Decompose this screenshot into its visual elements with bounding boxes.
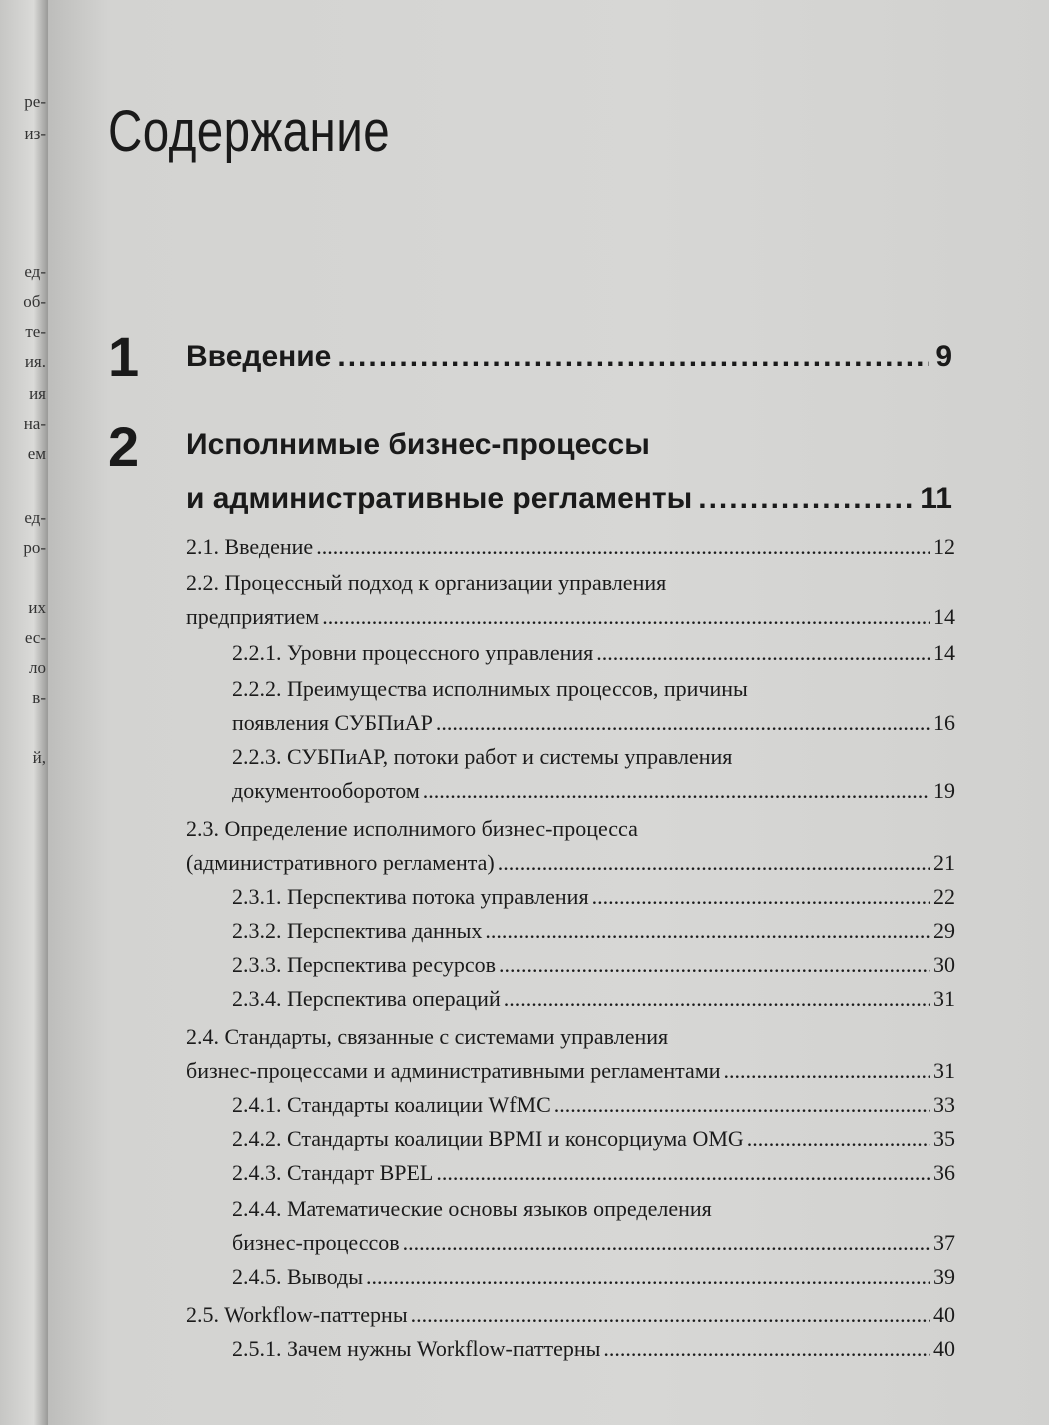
leader-dots bbox=[316, 534, 930, 560]
leader-dots bbox=[592, 884, 930, 910]
toc-entry bbox=[232, 918, 955, 944]
toc-entry bbox=[232, 640, 955, 666]
leader-dots bbox=[747, 1126, 930, 1152]
toc-page-number: 39 bbox=[933, 1264, 955, 1289]
chapter-title-line2: и административные регламенты bbox=[186, 482, 693, 515]
margin-fragment: об- bbox=[23, 292, 46, 311]
leader-dots bbox=[554, 1092, 930, 1118]
toc-entry-title: 2.3.1. Перспектива потока управления bbox=[232, 884, 589, 909]
leader-dots bbox=[411, 1302, 930, 1328]
toc-entry-title-line1: 2.2.2. Преимущества исполнимых процессов, причины bbox=[232, 676, 748, 701]
toc-page-number: 21 bbox=[933, 850, 955, 875]
toc-page-number: 16 bbox=[933, 710, 955, 735]
leader-dots bbox=[485, 918, 930, 944]
toc-entry-title: 2.3.2. Перспектива данных bbox=[232, 918, 483, 943]
leader-dots bbox=[499, 952, 930, 978]
toc-entry bbox=[186, 1058, 955, 1084]
toc-entry-title: документооборотом bbox=[232, 778, 420, 803]
chapter-number: 2 bbox=[108, 415, 140, 478]
toc-page-number: 40 bbox=[933, 1302, 955, 1327]
toc-entry-title: бизнес-процессов bbox=[232, 1230, 400, 1255]
margin-fragment: ия. bbox=[24, 352, 46, 371]
leader-dots bbox=[322, 604, 930, 630]
toc-page-number: 33 bbox=[933, 1092, 955, 1117]
toc-entry bbox=[232, 778, 955, 804]
toc-entry-title: 2.4.2. Стандарты коалиции BPMI и консорциума OMG bbox=[232, 1126, 744, 1151]
chapter-number: 1 bbox=[108, 325, 140, 388]
toc-page-number: 30 bbox=[933, 952, 955, 977]
toc-entry bbox=[232, 986, 955, 1012]
leader-dots bbox=[504, 986, 930, 1012]
leader-dots bbox=[698, 482, 914, 516]
chapter-page-number: 9 bbox=[935, 340, 952, 373]
toc-page-number: 31 bbox=[933, 1058, 955, 1083]
toc-entry bbox=[232, 1092, 955, 1118]
leader-dots bbox=[337, 340, 929, 374]
toc-page-number: 19 bbox=[933, 778, 955, 803]
toc-entry-title: появления СУБПиАР bbox=[232, 710, 433, 735]
toc-page-number: 22 bbox=[933, 884, 955, 909]
margin-fragment: из- bbox=[24, 124, 46, 143]
margin-fragment: в- bbox=[32, 688, 46, 707]
toc-entry bbox=[232, 1264, 955, 1290]
toc-entry bbox=[186, 1302, 955, 1328]
leader-dots bbox=[366, 1264, 930, 1290]
margin-fragment: ло bbox=[29, 658, 46, 677]
toc-page-number: 12 bbox=[933, 534, 955, 559]
margin-fragment: ед- bbox=[24, 508, 46, 527]
chapter-page-number: 11 bbox=[920, 482, 952, 515]
toc-entry-title-line1: 2.2. Процессный подход к организации управления bbox=[186, 570, 667, 595]
toc-entry-title: 2.3.3. Перспектива ресурсов bbox=[232, 952, 497, 977]
toc-entry-title: 2.4.1. Стандарты коалиции WfMC bbox=[232, 1092, 551, 1117]
toc-page-number: 29 bbox=[933, 918, 955, 943]
toc-entry bbox=[232, 1126, 955, 1152]
toc-entry bbox=[232, 952, 955, 978]
leader-dots bbox=[403, 1230, 930, 1256]
toc-entry-title: (административного регламента) bbox=[186, 850, 495, 875]
toc-page-number: 14 bbox=[933, 640, 955, 665]
toc-entry-title: 2.2.1. Уровни процессного управления bbox=[232, 640, 594, 665]
toc-page-number: 31 bbox=[933, 986, 955, 1011]
previous-page-edge bbox=[0, 0, 48, 1425]
toc-entry bbox=[232, 1160, 955, 1186]
toc-entry-title: 2.4.3. Стандарт BPEL bbox=[232, 1160, 434, 1185]
margin-fragment: ем bbox=[27, 444, 46, 463]
chapter-title-row bbox=[186, 340, 952, 374]
leader-dots bbox=[724, 1058, 930, 1084]
toc-entry-title: 2.5.1. Зачем нужны Workflow-паттерны bbox=[232, 1336, 601, 1361]
leader-dots bbox=[596, 640, 930, 666]
page-title: Содержание bbox=[108, 99, 391, 164]
leader-dots bbox=[603, 1336, 930, 1362]
toc-entry-title: 2.1. Введение bbox=[186, 534, 314, 559]
toc-entry bbox=[186, 850, 955, 876]
toc-entry-title-line1: 2.2.3. СУБПиАР, потоки работ и системы управления bbox=[232, 744, 733, 769]
margin-fragment: ия bbox=[29, 384, 46, 403]
toc-page-number: 40 bbox=[933, 1336, 955, 1361]
toc-entry-title-line1: 2.4. Стандарты, связанные с системами управления bbox=[186, 1024, 669, 1049]
toc-entry-title: 2.4.5. Выводы bbox=[232, 1264, 364, 1289]
toc-page-number: 35 bbox=[933, 1126, 955, 1151]
margin-fragment: ес- bbox=[24, 628, 46, 647]
toc-entry bbox=[186, 534, 955, 560]
chapter-title-row bbox=[186, 482, 952, 516]
margin-fragment: ро- bbox=[23, 538, 46, 557]
margin-fragment: й, bbox=[32, 748, 46, 767]
toc-entry bbox=[232, 884, 955, 910]
toc-entry-title: 2.3.4. Перспектива операций bbox=[232, 986, 501, 1011]
toc-entry bbox=[186, 604, 955, 630]
chapter-title-line bbox=[186, 428, 952, 462]
leader-dots bbox=[436, 710, 930, 736]
toc-entry-title: предприятием bbox=[186, 604, 320, 629]
margin-fragment: те- bbox=[25, 322, 46, 341]
margin-fragment: ед- bbox=[24, 262, 46, 281]
toc-entry-title-line1: 2.4.4. Математические основы языков определения bbox=[232, 1196, 712, 1221]
toc-page-number: 37 bbox=[933, 1230, 955, 1255]
margin-fragment: на- bbox=[23, 414, 46, 433]
toc-entry-title: 2.5. Workflow-паттерны bbox=[186, 1302, 408, 1327]
leader-dots bbox=[423, 778, 930, 804]
toc-entry bbox=[232, 1336, 955, 1362]
chapter-title: Введение bbox=[186, 340, 332, 373]
toc-entry-title-line1: 2.3. Определение исполнимого бизнес-процесса bbox=[186, 816, 638, 841]
margin-fragment: ре- bbox=[24, 92, 46, 111]
leader-dots bbox=[436, 1160, 930, 1186]
toc-entry bbox=[232, 1230, 955, 1256]
toc-entry-title: бизнес-процессами и административными регламентами bbox=[186, 1058, 721, 1083]
toc-entry bbox=[232, 710, 955, 736]
margin-fragment: их bbox=[28, 598, 46, 617]
chapter-title-line1: Исполнимые бизнес-процессы bbox=[186, 428, 650, 461]
leader-dots bbox=[498, 850, 930, 876]
toc-page-number: 14 bbox=[933, 604, 955, 629]
toc-page-number: 36 bbox=[933, 1160, 955, 1185]
